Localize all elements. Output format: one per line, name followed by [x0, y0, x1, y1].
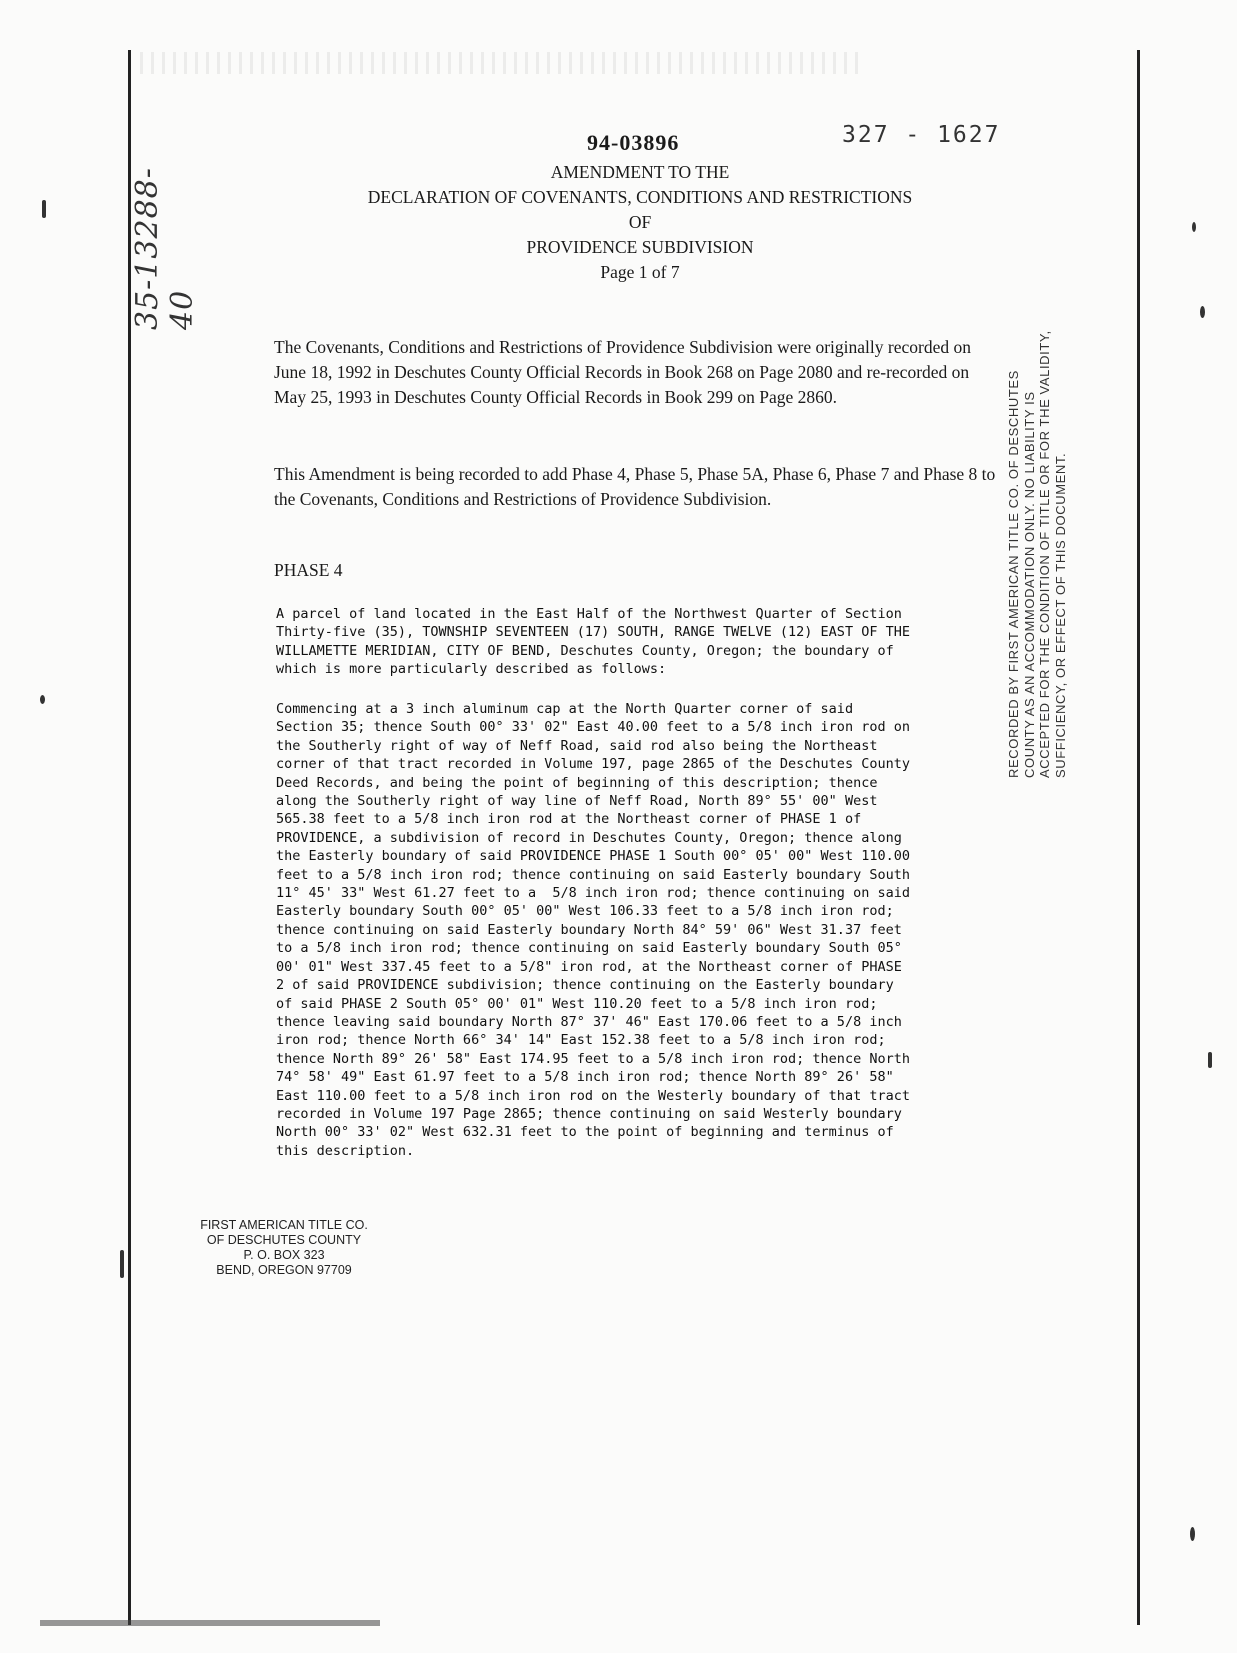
title-line-1: AMENDMENT TO THE: [550, 162, 730, 182]
title-block: [330, 160, 950, 285]
legal-description-body: Commencing at a 3 inch aluminum cap at the North Quarter corner of said Section 35; thence South 00° 33' 02" East 40.00 feet to a 5/8 inch iron rod on the Southerly right of way of Neff Road, said rod also being the Northeast corner of that tract recorded in Volume 197, page 2865 of the Deschutes County Deed Records, and being the point of beginning of this description; thence along the Southerly right of way line of Neff Road, North 89° 55' 00" West 565.38 feet to a 5/8 inch iron rod at the Northeast corner of PHASE 1 of PROVIDENCE, a subdivision of record in Deschutes County, Oregon; thence along the Easterly boundary of said PROVIDENCE PHASE 1 South 00° 05' 00" West 110.00 feet to a 5/8 inch iron rod; thence continuing on said Easterly boundary South 11° 45' 33" West 61.27 feet to a 5/8 inch iron rod; thence continuing on said Easterly boundary South 00° 05' 00" West 106.33 feet to a 5/8 inch iron rod; thence continuing on said Easterly boundary North 84° 59' 06" West 31.37 feet to a 5/8 inch iron rod; thence continuing on said Easterly boundary South 05° 00' 01" West 337.45 feet to a 5/8" iron rod, at the Northeast corner of PHASE 2 of said PROVIDENCE subdivision; thence continuing on the Easterly boundary of said PHASE 2 South 05° 00' 01" West 110.20 feet to a 5/8 inch iron rod; thence leaving said boundary North 87° 37' 46" East 170.06 feet to a 5/8 inch iron rod; thence North 66° 34' 14" East 152.38 feet to a 5/8 inch iron rod; thence North 89° 26' 58" East 174.95 feet to a 5/8 inch iron rod; thence North 74° 58' 49" East 61.97 feet to a 5/8 inch iron rod; thence North 89° 26' 58" East 110.00 feet to a 5/8 inch iron rod on the Westerly boundary of that tract recorded in Volume 197 Page 2865; thence continuing on said Westerly boundary North 00° 33' 02" West 632.31 feet to the point of beginning and terminus of this description.: [276, 701, 910, 1159]
phase-heading: PHASE 4: [274, 560, 343, 580]
address-line-3: P. O. BOX 323: [243, 1248, 325, 1262]
amendment-purpose-paragraph: This Amendment is being recorded to add Phase 4, Phase 5, Phase 5A, Phase 6, Phase 7 and Phase 8 to the Covenants, Conditions and Restrictions of Providence Subdivision.: [274, 464, 996, 509]
recording-history-paragraph: The Covenants, Conditions and Restrictions of Providence Subdivision were originally recorded on June 18, 1992 in Deschutes County Official Records in Book 268 on Page 2080 and re-recorded on May 25, 1993 in Deschutes County Official Records in Book 299 on Page 2860.: [274, 337, 971, 407]
speck: [120, 1250, 124, 1278]
title-line-2: DECLARATION OF COVENANTS, CONDITIONS AND RESTRICTIONS: [367, 187, 913, 207]
speck: [1190, 1527, 1195, 1541]
address-line-4: BEND, OREGON 97709: [216, 1263, 352, 1277]
speck: [1192, 222, 1196, 232]
legal-description-intro: A parcel of land located in the East Half of the Northwest Quarter of Section Thirty-five (35), TOWNSHIP SEVENTEEN (17) SOUTH, RANGE TWELVE (12) EAST OF THE WILLAMETTE MERIDIAN, CITY OF BEND, Deschutes County, Oregon; the boundary of which is more particularly described as follows:: [276, 606, 910, 678]
right-margin-rule: [1137, 50, 1140, 1625]
scan-noise-top: [140, 52, 860, 74]
title-line-4: PROVIDENCE SUBDIVISION: [526, 237, 754, 257]
speck: [1208, 1052, 1212, 1068]
stamp-line-4: SUFFICIENCY, OR EFFECT OF THIS DOCUMENT.: [1052, 452, 1068, 778]
book-page-number: 327 - 1627: [842, 122, 1001, 148]
document-number: 94-03896: [587, 130, 680, 155]
speck: [1200, 306, 1205, 318]
stamp-line-1: RECORDED BY FIRST AMERICAN TITLE CO. OF DESCHUTES: [1006, 370, 1021, 778]
scan-noise-bottom: [40, 1620, 380, 1626]
stamp-line-3: ACCEPTED FOR THE CONDITION OF TITLE OR FOR THE VALIDITY,: [1037, 330, 1052, 778]
address-line-1: FIRST AMERICAN TITLE CO.: [200, 1218, 368, 1232]
handwritten-margin-note: 35-13288-40: [130, 167, 200, 330]
recording-disclaimer-stamp: [1006, 330, 1116, 778]
page-indicator: Page 1 of 7: [600, 262, 680, 282]
return-address-stamp: [184, 1218, 384, 1278]
speck: [40, 695, 45, 704]
speck: [42, 200, 46, 218]
title-line-3: OF: [628, 212, 652, 232]
address-line-2: OF DESCHUTES COUNTY: [206, 1233, 362, 1247]
stamp-line-2: COUNTY AS AN ACCOMMODATION ONLY. NO LIABILITY IS: [1021, 391, 1037, 778]
